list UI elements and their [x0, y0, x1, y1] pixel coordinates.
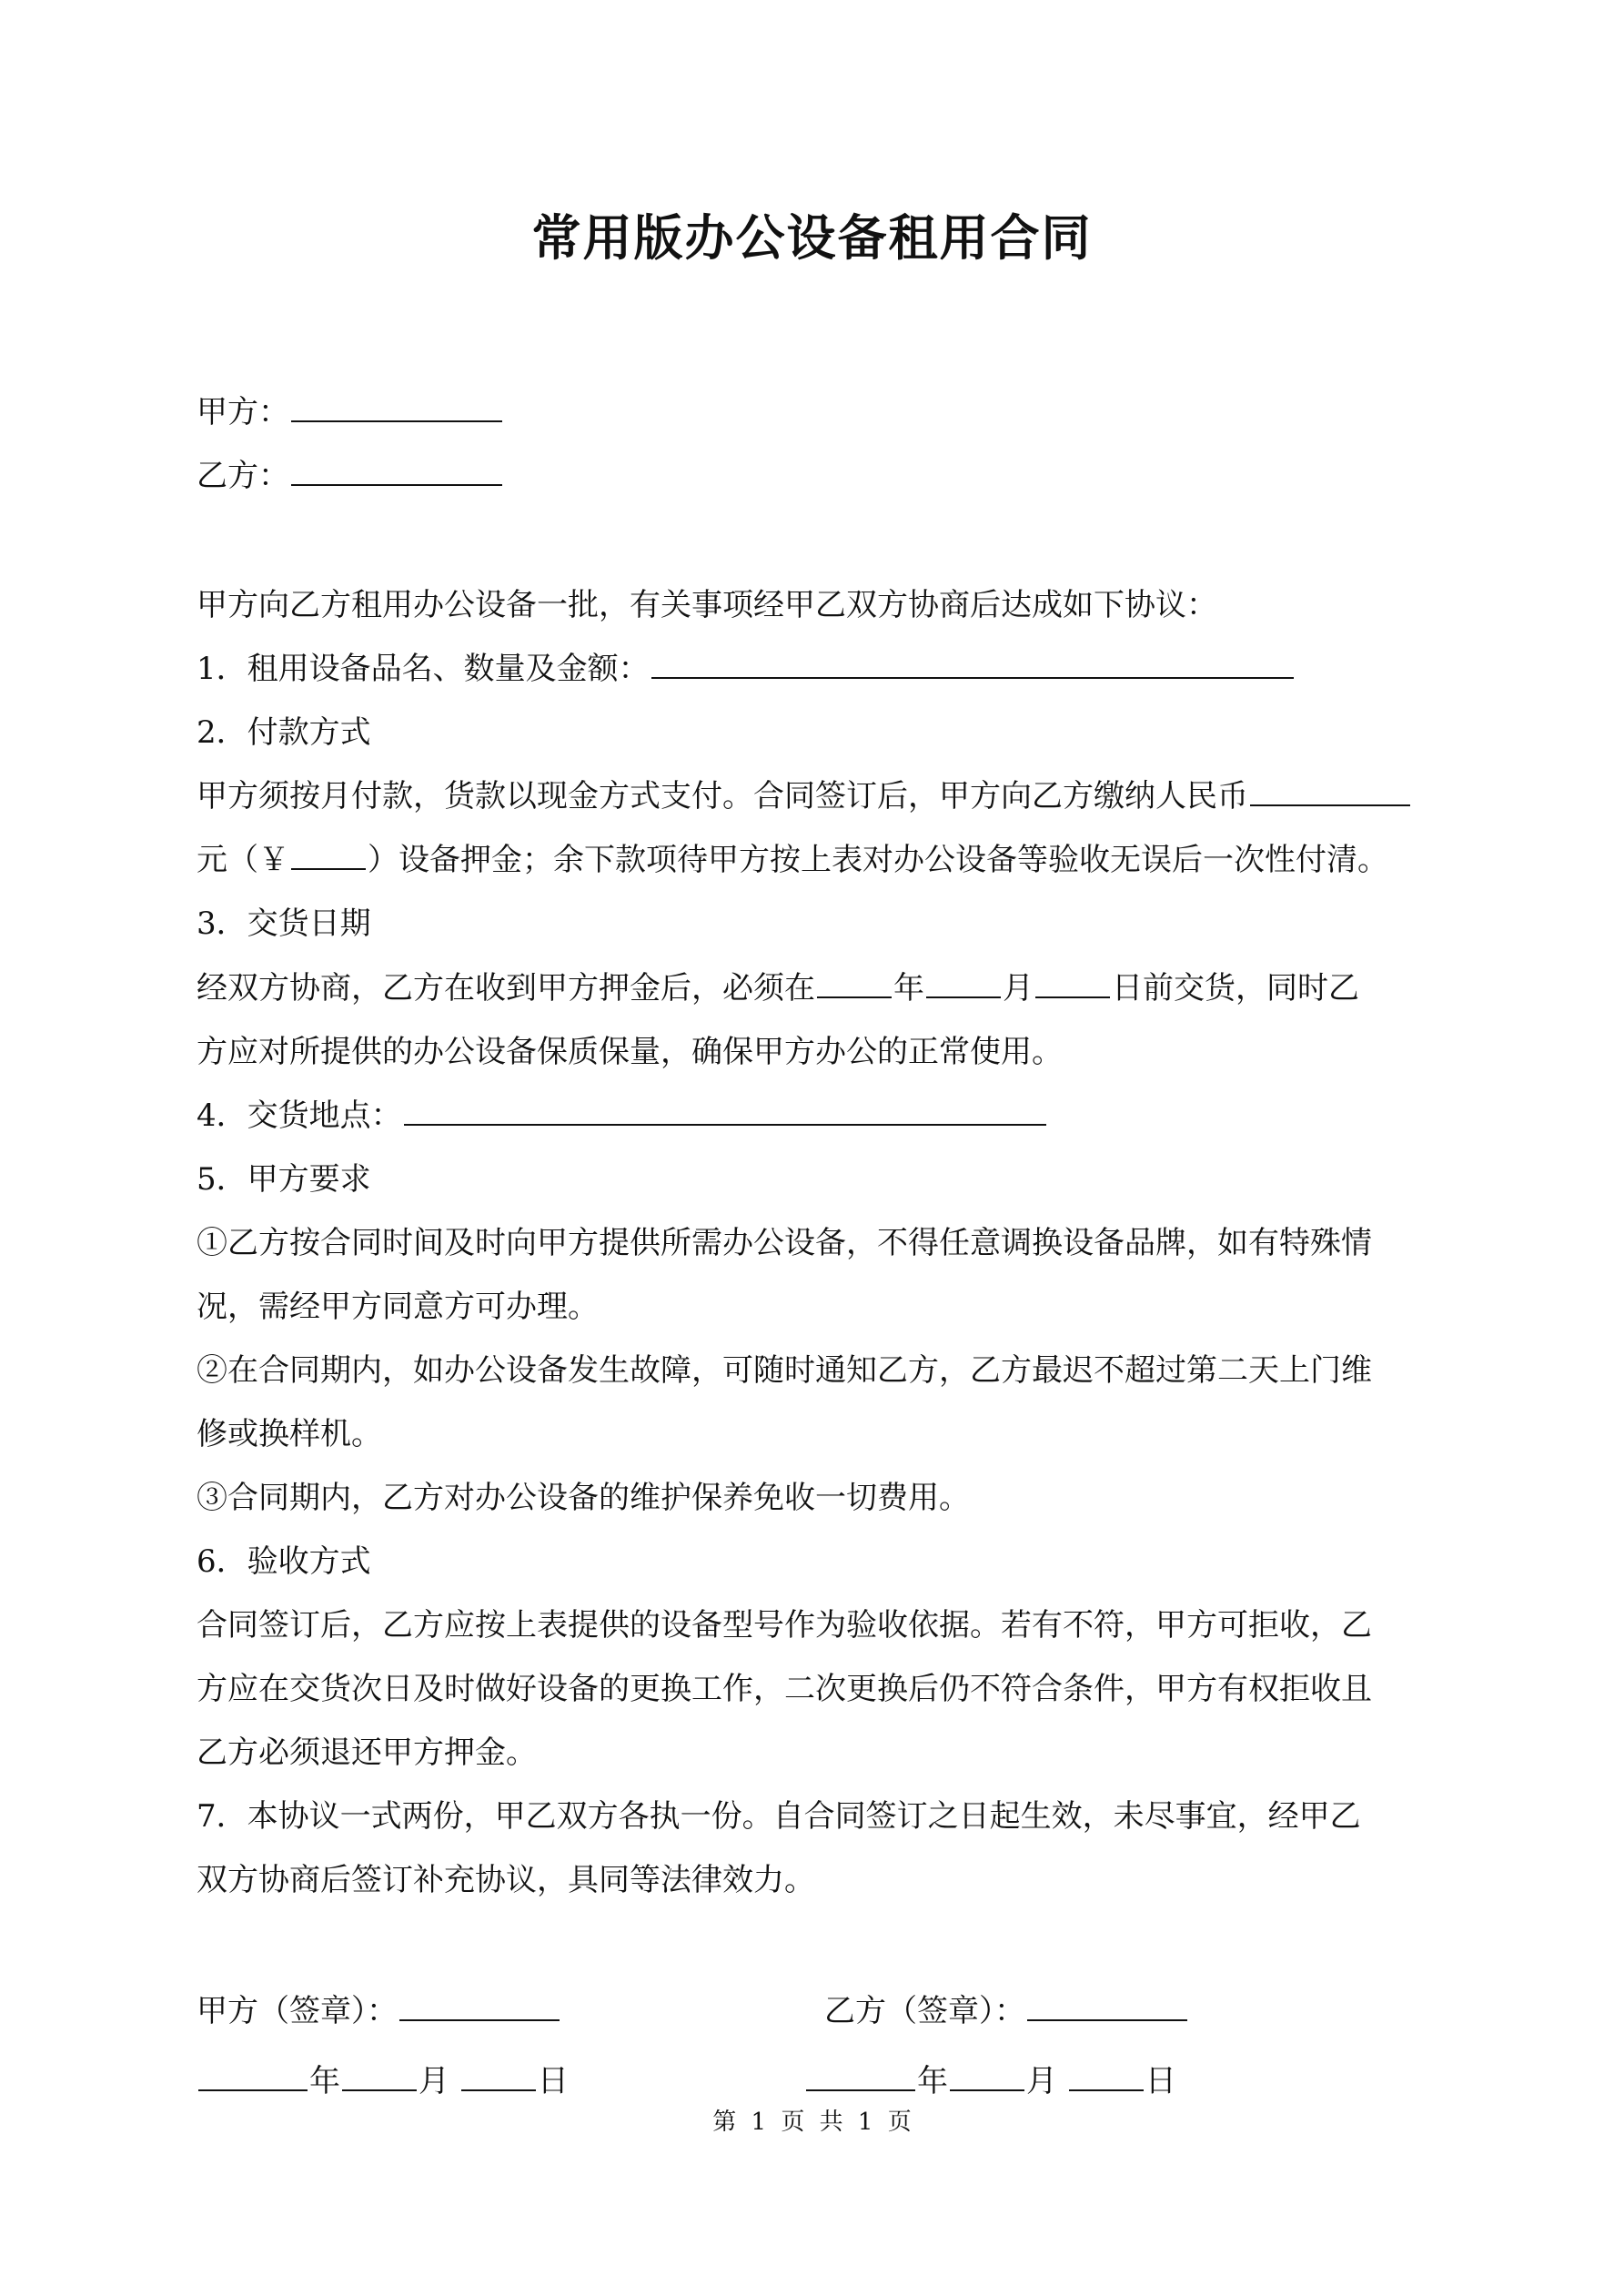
page-footer: 第 1 页 共 1 页 — [712, 2109, 912, 2136]
party-b-day-label: 日 — [1145, 2063, 1176, 2099]
party-b-line — [197, 453, 504, 499]
clause-3-line2: 方应对所提供的办公设备保质保量，确保甲方办公的正常使用。 — [197, 1034, 1063, 1070]
clause-3-year: 年 — [893, 970, 924, 1006]
delivery-month-blank[interactable] — [926, 966, 1001, 998]
party-a-label: 甲方： — [197, 394, 289, 430]
clause-4-label: 4．交货地点： — [197, 1097, 402, 1134]
delivery-year-blank[interactable] — [817, 966, 892, 998]
clause-2-yuan: 元（￥ — [197, 842, 289, 878]
rmb-amount-blank[interactable] — [1250, 774, 1410, 806]
party-b-signature — [824, 1988, 1189, 2034]
page-title: 常用版办公设备租用合同 — [531, 209, 1093, 267]
clause-7-line2: 双方协商后签订补充协议，具同等法律效力。 — [197, 1862, 815, 1898]
clause-5-item3: ③合同期内，乙方对办公设备的维护保养免收一切费用。 — [197, 1480, 970, 1516]
clause-5-item1-line1: ①乙方按合同时间及时向甲方提供所需办公设备，不得任意调换设备品牌，如有特殊情 — [197, 1225, 1372, 1261]
party-b-date — [804, 2058, 1176, 2104]
party-a-month-blank[interactable] — [342, 2058, 417, 2091]
deposit-blank[interactable] — [291, 837, 366, 870]
clause-5-item2-line1: ②在合同期内，如办公设备发生故障，可随时通知乙方，乙方最迟不超过第二天上门维 — [197, 1352, 1372, 1389]
clause-6-line2: 方应在交货次日及时做好设备的更换工作，二次更换后仍不符合条件，甲方有权拒收且 — [197, 1671, 1372, 1707]
party-b-month-blank[interactable] — [950, 2058, 1024, 2091]
clause-3-line1 — [197, 966, 1359, 1011]
clause-3-heading: 3．交货日期 — [197, 905, 371, 942]
clause-4 — [197, 1093, 1048, 1138]
clause-3-month: 月 — [1003, 970, 1034, 1006]
party-a-blank[interactable] — [291, 389, 502, 422]
party-a-month-label: 月 — [419, 2063, 449, 2099]
party-b-sign-blank[interactable] — [1027, 1988, 1187, 2021]
party-b-blank[interactable] — [291, 453, 502, 486]
intro-paragraph: 甲方向乙方租用办公设备一批，有关事项经甲乙双方协商后达成如下协议： — [197, 587, 1217, 623]
party-a-signature — [197, 1988, 561, 2034]
party-a-sign-label: 甲方（签章）： — [197, 1993, 398, 2029]
clause-3-text-b: 日前交货，同时乙 — [1112, 970, 1359, 1006]
party-b-month-label: 月 — [1026, 2063, 1057, 2099]
party-a-year-blank[interactable] — [198, 2058, 308, 2091]
equipment-amount-blank[interactable] — [651, 646, 1294, 679]
clause-2-line2 — [197, 837, 1388, 883]
clause-1 — [197, 646, 1296, 692]
clause-1-label: 1．租用设备品名、数量及金额： — [197, 651, 650, 687]
clause-3-text-a: 经双方协商，乙方在收到甲方押金后，必须在 — [197, 970, 815, 1006]
party-a-year-label: 年 — [309, 2063, 340, 2099]
clause-2-rest: ）设备押金；余下款项待甲方按上表对办公设备等验收无误后一次性付清。 — [368, 842, 1388, 878]
party-a-date — [197, 2058, 569, 2104]
delivery-day-blank[interactable] — [1035, 966, 1110, 998]
clause-6-heading: 6．验收方式 — [197, 1543, 371, 1580]
party-b-sign-label: 乙方（签章）： — [824, 1993, 1025, 2029]
delivery-location-blank[interactable] — [404, 1093, 1046, 1126]
clause-5-item2-line2: 修或换样机。 — [197, 1416, 382, 1452]
party-a-line — [197, 389, 504, 435]
clause-5-item1-line2: 况，需经甲方同意方可办理。 — [197, 1289, 599, 1325]
party-b-day-blank[interactable] — [1069, 2058, 1144, 2091]
party-a-day-blank[interactable] — [461, 2058, 536, 2091]
clause-2-line1 — [197, 774, 1412, 819]
party-a-day-label: 日 — [537, 2063, 569, 2099]
party-b-label: 乙方： — [197, 458, 289, 494]
clause-6-line1: 合同签订后，乙方应按上表提供的设备型号作为验收依据。若有不符，甲方可拒收，乙 — [197, 1607, 1372, 1644]
party-a-sign-blank[interactable] — [399, 1988, 560, 2021]
clause-7-line1: 7．本协议一式两份，甲乙双方各执一份。自合同签订之日起生效，未尽事宜，经甲乙 — [197, 1798, 1361, 1835]
clause-6-line3: 乙方必须退还甲方押金。 — [197, 1735, 537, 1771]
clause-5-heading: 5．甲方要求 — [197, 1161, 371, 1198]
party-b-year-label: 年 — [917, 2063, 948, 2099]
party-b-year-blank[interactable] — [806, 2058, 915, 2091]
clause-2-heading: 2．付款方式 — [197, 714, 371, 751]
clause-2-text: 甲方须按月付款，货款以现金方式支付。合同签订后，甲方向乙方缴纳人民币 — [197, 778, 1248, 814]
